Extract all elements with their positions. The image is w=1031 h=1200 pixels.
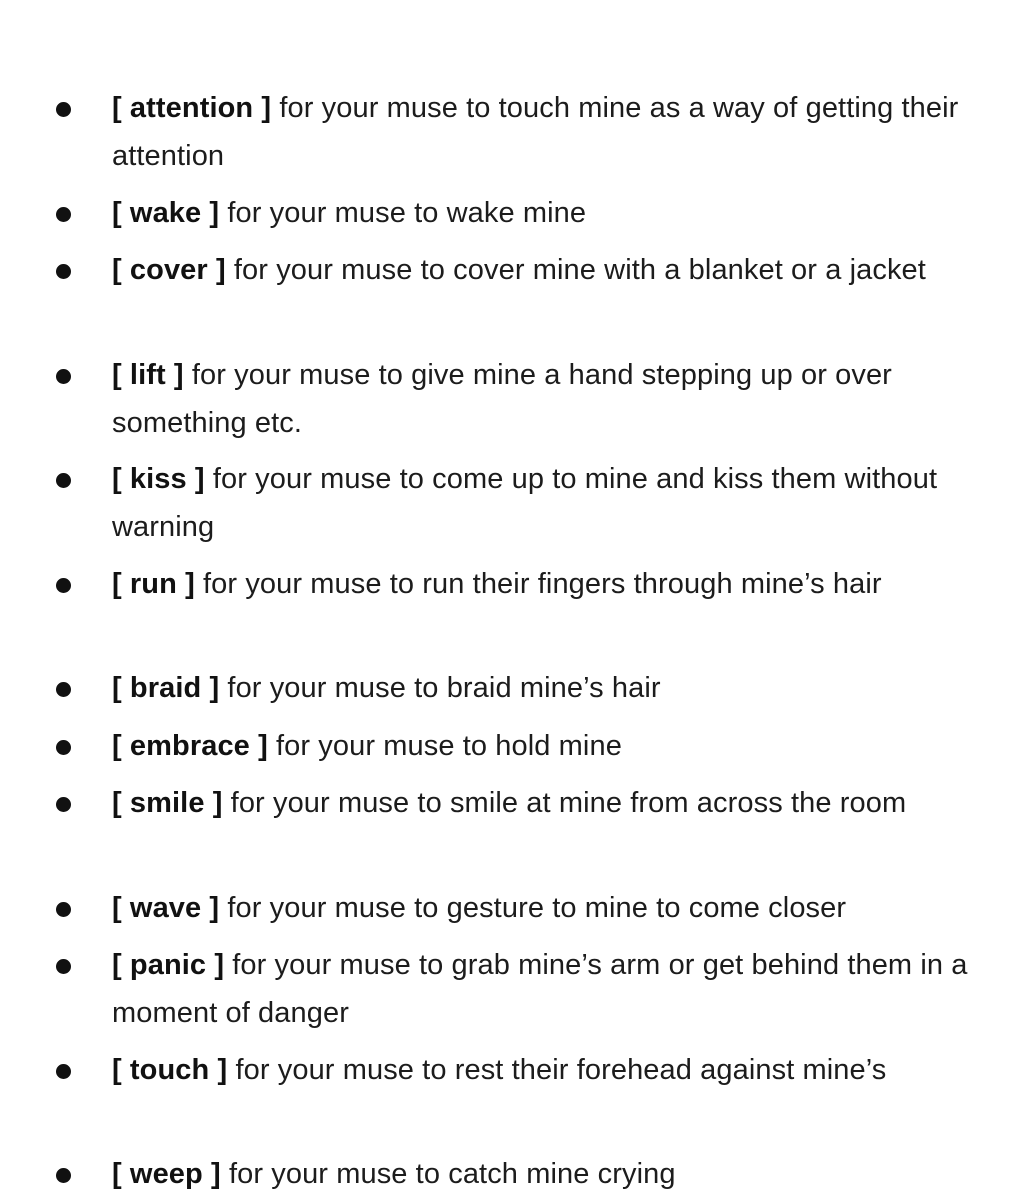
- list-item-keyword: [ smile ]: [112, 787, 223, 819]
- list-item-text: [112, 884, 1002, 932]
- bullet-icon: [56, 1064, 71, 1079]
- list-item-keyword: [ kiss ]: [112, 463, 205, 495]
- list-item-text: [112, 664, 1002, 712]
- list-item-description: for your muse to smile at mine from across the room: [230, 787, 907, 819]
- list-item-text: [112, 1046, 1002, 1094]
- list-item-text: [112, 941, 1002, 1037]
- list-item-description: for your muse to wake mine: [227, 197, 587, 229]
- list-item-text: [112, 560, 1002, 608]
- list-item-description: for your muse to cover mine with a blanket or a jacket: [233, 254, 926, 286]
- bullet-icon: [56, 102, 71, 117]
- bullet-icon: [56, 473, 71, 488]
- list-item-keyword: [ attention ]: [112, 92, 272, 124]
- bullet-icon: [56, 740, 71, 755]
- list-item-description: for your muse to rest their forehead against mine’s: [235, 1054, 887, 1086]
- list-item-description: for your muse to hold mine: [276, 730, 622, 762]
- bullet-icon: [56, 682, 71, 697]
- list-item-keyword: [ run ]: [112, 568, 195, 600]
- bullet-icon: [56, 797, 71, 812]
- list-item-keyword: [ wake ]: [112, 197, 220, 229]
- bullet-icon: [56, 578, 71, 593]
- list-item-text: [112, 84, 1002, 180]
- list-item-keyword: [ embrace ]: [112, 730, 268, 762]
- bullet-icon: [56, 959, 71, 974]
- bullet-icon: [56, 902, 71, 917]
- list-item-keyword: [ wave ]: [112, 892, 220, 924]
- bullet-icon: [56, 207, 71, 222]
- list-item-keyword: [ cover ]: [112, 254, 226, 286]
- list-item-text: [112, 722, 1002, 770]
- list-item-keyword: [ braid ]: [112, 672, 220, 704]
- list-item-keyword: [ panic ]: [112, 949, 225, 981]
- list-item-description: for your muse to come up to mine and kiss them without warning: [112, 463, 938, 543]
- list-item-description: for your muse to touch mine as a way of getting their attention: [112, 92, 959, 172]
- list-item-description: for your muse to gesture to mine to come closer: [227, 892, 847, 924]
- list-item-description: for your muse to give mine a hand stepping up or over something etc.: [112, 359, 892, 439]
- list-item-text: [112, 351, 1002, 447]
- list-item-text: [112, 779, 1002, 827]
- list-item-description: for your muse to catch mine crying: [228, 1158, 676, 1190]
- list-item-text: [112, 1150, 1002, 1198]
- list-item-description: for your muse to run their fingers through mine’s hair: [203, 568, 882, 600]
- list-item-keyword: [ lift ]: [112, 359, 184, 391]
- bullet-icon: [56, 1168, 71, 1183]
- list-item-keyword: [ weep ]: [112, 1158, 221, 1190]
- list-item-text: [112, 189, 1002, 237]
- list-item-text: [112, 246, 1002, 294]
- list-item-description: for your muse to grab mine’s arm or get behind them in a moment of danger: [112, 949, 968, 1029]
- bullet-icon: [56, 264, 71, 279]
- list-item-description: for your muse to braid mine’s hair: [227, 672, 661, 704]
- bullet-icon: [56, 369, 71, 384]
- list-item-keyword: [ touch ]: [112, 1054, 228, 1086]
- list-item-text: [112, 455, 1002, 551]
